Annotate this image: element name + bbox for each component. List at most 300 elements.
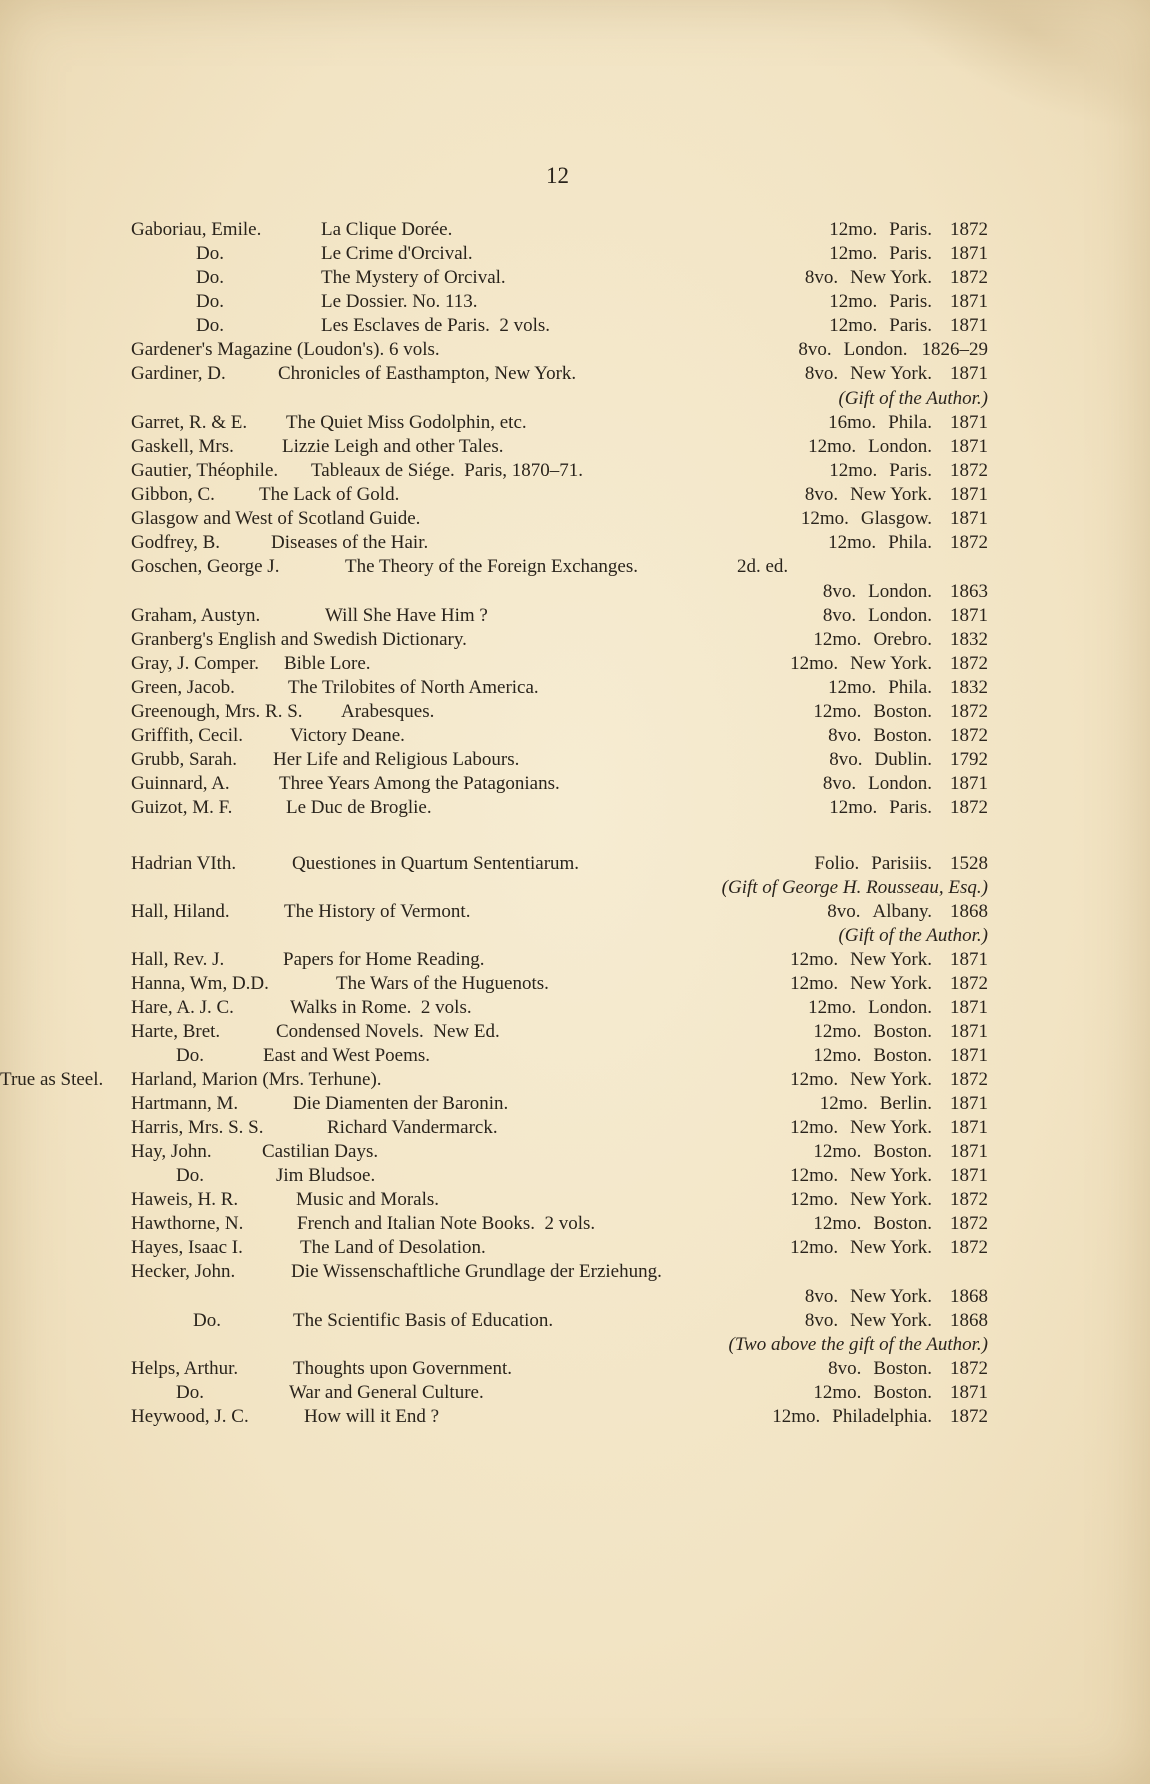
entry-year: 1871 [950,363,988,384]
entry-author: Helps, Arthur. [131,1358,239,1379]
catalogue-entry [0,507,1150,531]
entry-title: Castilian Days. [262,1141,379,1162]
entry-imprint [808,435,988,459]
catalogue-entry [0,1020,1150,1044]
entry-author: Hartmann, M. [131,1093,239,1114]
entry-imprint [828,676,988,700]
entry-imprint [790,948,988,972]
entry-imprint [814,852,988,876]
entry-title: Le Crime d'Orcival. [321,243,473,264]
entry-place: New York. [850,363,932,384]
entry-format: 8vo. [804,1310,839,1331]
catalogue-entry [0,1357,1150,1381]
entry-place: New York. [850,1165,932,1186]
entry-imprint [813,1044,988,1068]
entry-year: 1871 [950,1382,988,1403]
entry-format: Folio. [814,853,860,874]
catalogue-entry [0,700,1150,724]
catalogue-entry [0,1044,1150,1068]
entry-year: 1871 [950,605,988,626]
catalogue-entry [0,1381,1150,1405]
catalogue-entry [0,1309,1150,1333]
entry-title: The Scientific Basis of Education. [293,1310,554,1331]
entry-year: 1871 [950,508,988,529]
entry-format: 12mo. [813,701,862,722]
entry-format: 12mo. [790,1117,839,1138]
entry-place: New York. [850,949,932,970]
entry-format: 8vo. [804,267,839,288]
entry-author: Graham, Austyn. [131,605,261,626]
entry-author: Griffith, Cecil. [131,725,244,746]
entry-title: The Mystery of Orcival. [321,267,506,288]
entry-year: 1868 [950,901,988,922]
entry-format: 8vo. [829,749,863,770]
entry-imprint [813,1140,988,1164]
entry-format: 12mo. [829,243,878,264]
entry-year: 1826–29 [921,339,988,360]
entry-author: Hall, Hiland. [131,901,230,922]
entry-format: 12mo. [813,1382,862,1403]
entry-note-line [0,387,1150,411]
entry-author: Do. [193,1310,221,1331]
entry-place: Paris. [889,243,932,264]
entry-format: 12mo. [813,1213,862,1234]
entry-year: 1872 [950,532,988,553]
entry-year: 1872 [950,973,988,994]
entry-format: 12mo. [790,949,839,970]
entry-format: 8vo. [804,484,839,505]
entry-year: 1871 [950,484,988,505]
catalogue-entry [0,972,1150,996]
entry-place: Paris. [889,219,932,240]
catalogue-entry [0,1236,1150,1260]
catalogue-entry [0,411,1150,435]
entry-author: Green, Jacob. [131,677,235,698]
entry-year: 1832 [950,677,988,698]
entry-format: 8vo. [827,901,861,922]
entry-format: 12mo. [829,219,878,240]
catalogue-entry [0,555,1150,579]
entry-author: Harland, Marion (Mrs. Terhune). [131,1069,382,1090]
entry-format: 12mo. [829,291,878,312]
catalogue-entry [0,459,1150,483]
entry-author: Harris, Mrs. S. S. [131,1117,264,1138]
entry-imprint-line [0,580,1150,604]
entry-place: New York. [850,653,932,674]
entry-place: New York. [850,1237,932,1258]
catalogue-entry [0,362,1150,386]
entry-author: Do. [196,243,224,264]
entry-title: Music and Morals. [296,1189,440,1210]
entry-imprint [805,362,988,386]
entry-title: The Lack of Gold. [259,484,400,505]
entry-imprint [828,411,988,435]
entry-imprint [829,796,988,820]
entry-title: True as Steel. [0,1069,104,1090]
catalogue-entry [0,314,1150,338]
entry-title: Le Duc de Broglie. [286,797,432,818]
catalogue-entry [0,1140,1150,1164]
catalogue-entry [0,290,1150,314]
entry-year: 1872 [950,1237,988,1258]
entry-title: The Wars of the Huguenots. [336,973,549,994]
entry-year: 1872 [950,1189,988,1210]
entry-imprint [790,972,988,996]
catalogue-entry [0,1405,1150,1429]
entry-place: Boston. [873,725,932,746]
catalogue-entry [0,218,1150,242]
entry-year: 1871 [950,1117,988,1138]
entry-author: Guizot, M. F. [131,797,233,818]
entry-edition: 2d. ed. [737,556,789,577]
entry-title: The Land of Desolation. [300,1237,486,1258]
entry-author: Hanna, Wm, D.D. [131,973,269,994]
entry-format: 12mo. [829,797,878,818]
entry-title: War and General Culture. [289,1382,484,1403]
catalogue-entry [0,1260,1150,1284]
entry-title: Lizzie Leigh and other Tales. [282,436,504,457]
entry-format: 12mo. [813,1141,862,1162]
entry-gift-note: (Gift of the Author.) [838,388,988,409]
catalogue-entry [0,724,1150,748]
catalogue-entry [0,852,1150,876]
entry-year: 1871 [950,949,988,970]
entry-author: Harte, Bret. [131,1021,221,1042]
entry-place: London. [868,605,932,626]
entry-year: 1872 [950,1213,988,1234]
entry-author: Do. [196,291,224,312]
entry-imprint [820,1092,988,1116]
entry-author: Hayes, Isaac I. [131,1237,243,1258]
entry-place: Boston. [873,1213,932,1234]
entry-year: 1872 [950,460,988,481]
catalogue-entry [0,772,1150,796]
entry-author: Hadrian VIth. [131,853,237,874]
entry-imprint [801,507,988,531]
entry-title: How will it End ? [304,1406,440,1427]
entry-year: 1872 [950,1069,988,1090]
catalogue-entry [0,604,1150,628]
entry-format: 12mo. [828,677,877,698]
entry-imprint-line [0,1285,1150,1309]
entry-format: 12mo. [813,629,862,650]
entry-place: New York. [850,1286,932,1307]
entry-imprint [823,604,988,628]
entry-year: 1871 [950,315,988,336]
entry-place: Boston. [873,1021,932,1042]
entry-year: 1871 [950,1045,988,1066]
entry-imprint [828,724,988,748]
entry-author: Do. [176,1382,204,1403]
entry-author: Gautier, Théophile. [131,460,279,481]
entry-place: New York. [850,973,932,994]
entry-title: Bible Lore. [284,653,371,674]
entry-year: 1872 [950,1358,988,1379]
entry-author: Gaskell, Mrs. [131,436,234,457]
entry-format: 12mo. [790,1189,839,1210]
entry-title: The History of Vermont. [284,901,471,922]
entry-year: 1872 [950,725,988,746]
entry-imprint [829,314,988,338]
entry-note-line [0,1333,1150,1357]
entry-title: Chronicles of Easthampton, New York. [278,363,577,384]
entry-place: Orebro. [873,629,932,650]
entry-year: 1871 [950,1093,988,1114]
entry-title: Les Esclaves de Paris. 2 vols. [321,315,551,336]
entry-author: Hare, A. J. C. [131,997,234,1018]
entry-title: The Theory of the Foreign Exchanges. [345,556,639,577]
entry-format: 12mo. [790,1165,839,1186]
entry-gift-note: (Gift of George H. Rousseau, Esq.) [721,877,988,898]
entry-place: London. [868,436,932,457]
entry-imprint [813,628,988,652]
entry-format: 8vo. [822,605,857,626]
entry-title: Arabesques. [341,701,435,722]
entry-format: 16mo. [828,412,877,433]
entry-title: Three Years Among the Patagonians. [279,773,560,794]
entry-imprint [808,996,988,1020]
entry-title: Her Life and Religious Labours. [273,749,520,770]
entry-place: Parisiis. [871,853,932,874]
entry-format: 8vo. [828,1358,862,1379]
entry-title: The Trilobites of North America. [288,677,539,698]
entry-imprint [790,1188,988,1212]
entry-format: 12mo. [790,1237,839,1258]
entry-place: Phila. [888,412,932,433]
entry-format: 8vo. [798,339,832,360]
entry-place: New York. [850,1117,932,1138]
catalogue-entry [0,628,1150,652]
entry-year: 1871 [950,773,988,794]
catalogue-entry [0,1068,1150,1092]
entry-year: 1871 [950,243,988,264]
entry-gift-note: (Two above the gift of the Author.) [728,1334,988,1355]
entry-author: Guinnard, A. [131,773,230,794]
entry-format: 12mo. [800,508,849,529]
entry-format: 12mo. [772,1406,821,1427]
entry-format: 12mo. [828,532,877,553]
entry-imprint [805,1285,988,1309]
catalogue-entry [0,531,1150,555]
catalogue-entry [0,676,1150,700]
catalogue-entry [0,748,1150,772]
catalogue-entry [0,483,1150,507]
entry-place: Berlin. [879,1093,932,1114]
catalogue-entry [0,1116,1150,1140]
entry-title: East and West Poems. [263,1045,430,1066]
paper-crease [837,0,1150,170]
entry-year: 1871 [950,997,988,1018]
entry-imprint [790,1116,988,1140]
entry-format: 12mo. [813,1045,862,1066]
entry-year: 1871 [950,436,988,457]
entry-title: Condensed Novels. New Ed. [276,1021,500,1042]
entry-place: New York. [850,1310,932,1331]
entry-year: 1872 [950,797,988,818]
entry-place: Phila. [888,532,932,553]
entry-format: 12mo. [790,653,839,674]
entry-imprint [805,483,988,507]
entry-place: New York. [850,484,932,505]
entry-format: 8vo. [804,1286,839,1307]
catalogue-entry [0,1164,1150,1188]
entry-author: Do. [196,267,224,288]
entry-year: 1872 [950,219,988,240]
catalogue-entry [0,796,1150,820]
catalogue-entry [0,1092,1150,1116]
entry-title: Tableaux de Siége. Paris, 1870–71. [311,460,584,481]
entry-place: Boston. [873,1045,932,1066]
entry-imprint [828,531,988,555]
entry-format: 8vo. [804,363,839,384]
entry-format: 8vo. [822,581,857,602]
entry-author: Hecker, John. [131,1261,236,1282]
entry-imprint [828,1357,988,1381]
entry-place: New York. [850,267,932,288]
entry-year: 1792 [950,749,988,770]
entry-author: Gray, J. Comper. [131,653,260,674]
entry-imprint [827,900,988,924]
entry-format: 8vo. [828,725,862,746]
entry-place: New York. [850,1069,932,1090]
entry-place: London. [868,997,932,1018]
entry-format: 8vo. [822,773,857,794]
entry-place: Glasgow. [860,508,932,529]
entry-title: Richard Vandermarck. [327,1117,498,1138]
entry-imprint [829,290,988,314]
entry-imprint [790,1236,988,1260]
entry-imprint [805,266,988,290]
entry-title: Die Wissenschaftliche Grundlage der Erziehung. [291,1261,662,1282]
entry-place: Paris. [889,291,932,312]
catalogue-entry [0,242,1150,266]
entry-imprint [823,580,988,604]
entry-author: Glasgow and West of Scotland Guide. [131,508,421,529]
entry-author: Garret, R. & E. [131,412,248,433]
entry-year: 1871 [950,412,988,433]
entry-author: Grubb, Sarah. [131,749,238,770]
entry-author: Godfrey, B. [131,532,220,553]
entry-year: 1871 [950,291,988,312]
entry-format: 12mo. [790,973,839,994]
entry-year: 1872 [950,1406,988,1427]
catalogue-entry [0,1212,1150,1236]
entry-place: Phila. [888,677,932,698]
entry-year: 1871 [950,1021,988,1042]
entry-format: 12mo. [819,1093,868,1114]
entry-author: Goschen, George J. [131,556,280,577]
entry-imprint [823,772,988,796]
entry-year: 1868 [950,1310,988,1331]
entry-place: London. [868,773,932,794]
entry-imprint [790,652,988,676]
entry-title: Papers for Home Reading. [283,949,485,970]
entry-author: Do. [176,1045,204,1066]
entry-place: Paris. [889,460,932,481]
entry-imprint [813,700,988,724]
entry-imprint [790,1164,988,1188]
catalogue-entry [0,652,1150,676]
entry-title: French and Italian Note Books. 2 vols. [297,1213,596,1234]
entry-year: 1872 [950,653,988,674]
entry-imprint [829,748,988,772]
entry-format: 12mo. [808,997,857,1018]
catalogue-entry [0,1188,1150,1212]
entry-title: Die Diamenten der Baronin. [293,1093,509,1114]
entry-author: Haweis, H. R. [131,1189,239,1210]
entry-year: 1872 [950,701,988,722]
entry-title: Will She Have Him ? [325,605,488,626]
entry-imprint [813,1381,988,1405]
entry-format: 12mo. [813,1021,862,1042]
entry-author: Do. [176,1165,204,1186]
entry-title: La Clique Dorée. [321,219,453,240]
catalogue-entry [0,948,1150,972]
entry-place: Dublin. [874,749,932,770]
page-number: 12 [546,163,569,188]
entry-author: Heywood, J. C. [131,1406,249,1427]
entry-author: Gaboriau, Emile. [131,219,262,240]
entry-year: 1863 [950,581,988,602]
entry-author: Gardener's Magazine (Loudon's). 6 vols. [131,339,440,360]
entry-imprint [790,1068,988,1092]
entry-author: Gibbon, C. [131,484,215,505]
entry-year: 1832 [950,629,988,650]
entry-note-line [0,924,1150,948]
catalogue-entry [0,338,1150,362]
entry-author: Hall, Rev. J. [131,949,225,970]
entry-place: Boston. [873,701,932,722]
entry-imprint [829,218,988,242]
entry-imprint [829,459,988,483]
entry-place: Boston. [873,1382,932,1403]
entry-title: Thoughts upon Government. [293,1358,513,1379]
entry-year: 1868 [950,1286,988,1307]
entry-imprint [805,1309,988,1333]
entry-place: London. [868,581,932,602]
entry-place: Boston. [873,1358,932,1379]
entry-gift-note: (Gift of the Author.) [838,925,988,946]
entry-title: Jim Bludsoe. [276,1165,376,1186]
entry-place: Paris. [889,797,932,818]
entry-place: Paris. [889,315,932,336]
entry-author: Do. [196,315,224,336]
entry-format: 12mo. [808,436,857,457]
entry-title: Diseases of the Hair. [271,532,429,553]
entry-place: Albany. [872,901,932,922]
entry-place: New York. [850,1189,932,1210]
catalogue-entry [0,996,1150,1020]
entry-title: Le Dossier. No. 113. [321,291,478,312]
entry-title: The Quiet Miss Godolphin, etc. [286,412,527,433]
entry-format: 12mo. [790,1069,839,1090]
entry-author: Hay, John. [131,1141,212,1162]
entry-imprint [772,1405,988,1429]
entry-imprint [813,1020,988,1044]
entry-imprint [798,338,988,362]
entry-year: 1871 [950,1165,988,1186]
entry-imprint [813,1212,988,1236]
entry-author: Greenough, Mrs. R. S. [131,701,303,722]
entry-place: London. [843,339,908,360]
entry-title: Questiones in Quartum Sententiarum. [292,853,580,874]
entry-author: Gardiner, D. [131,363,226,384]
catalogue-entry [0,900,1150,924]
entry-place: Philadelphia. [832,1406,932,1427]
catalogue-entry [0,266,1150,290]
entry-year: 1871 [950,1141,988,1162]
entry-title: Victory Deane. [290,725,405,746]
